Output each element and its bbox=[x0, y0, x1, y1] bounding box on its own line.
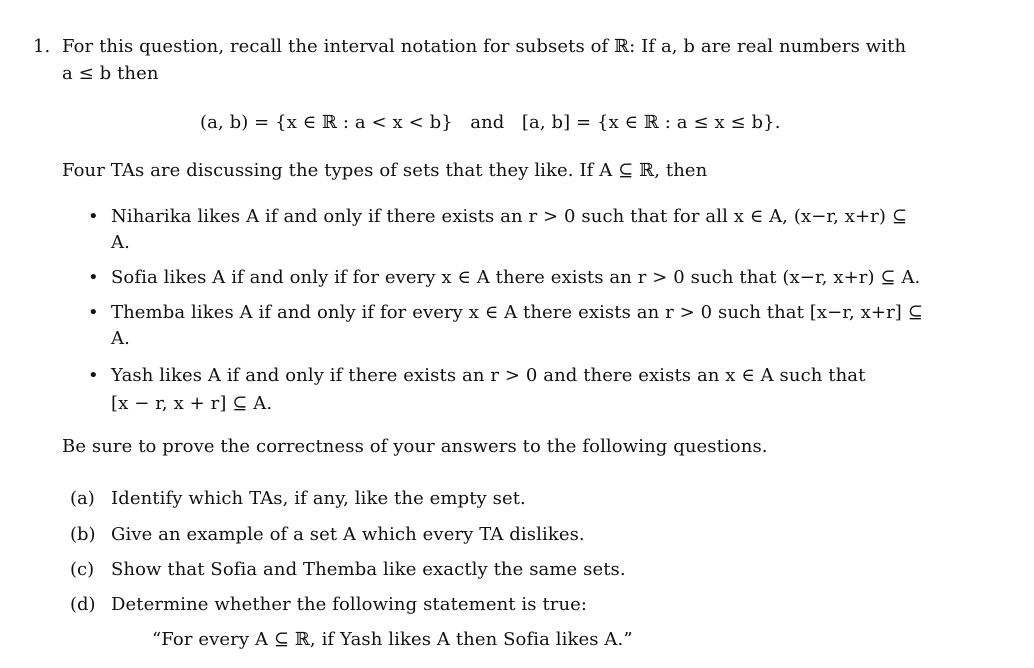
part-label: (a) bbox=[70, 488, 95, 509]
part-d-text: Determine whether the following statement is true: bbox=[111, 594, 588, 615]
part-b-text: Give an example of a set A which every TA dislikes. bbox=[111, 524, 585, 545]
bullet-niharika-line-2: A. bbox=[111, 232, 130, 253]
interval-definition: (a, b) = {x ∈ ℝ : a < x < b} and [a, b] = {x ∈ ℝ : a ≤ x ≤ b}. bbox=[200, 112, 781, 133]
part-label: (c) bbox=[70, 559, 95, 580]
bullet-themba-line-1: Themba likes A if and only if for every x ∈ A there exists an r > 0 such that [x−r, x+r] ⊆ bbox=[111, 302, 923, 323]
bullet-icon: • bbox=[88, 267, 99, 288]
bullet-themba-line-2: A. bbox=[111, 328, 130, 349]
bullet-icon: • bbox=[88, 206, 99, 227]
bullet-yash-line-1: Yash likes A if and only if there exists an r > 0 and there exists an x ∈ A such that bbox=[111, 365, 866, 386]
part-label: (b) bbox=[70, 524, 96, 545]
part-c-text: Show that Sofia and Themba like exactly the same sets. bbox=[111, 559, 626, 580]
part-a-text: Identify which TAs, if any, like the empty set. bbox=[111, 488, 526, 509]
bullet-yash-line-2: [x − r, x + r] ⊆ A. bbox=[111, 393, 273, 414]
tas-intro: Four TAs are discussing the types of sets that they like. If A ⊆ ℝ, then bbox=[62, 160, 708, 181]
intro-line-2: a ≤ b then bbox=[62, 63, 159, 84]
part-d-quote: “For every A ⊆ ℝ, if Yash likes A then Sofia likes A.” bbox=[152, 629, 633, 650]
bullet-niharika-line-1: Niharika likes A if and only if there exists an r > 0 such that for all x ∈ A, (x−r, x+r) ⊆ bbox=[111, 206, 908, 227]
question-number: 1. bbox=[33, 36, 51, 57]
bullet-icon: • bbox=[88, 365, 99, 386]
intro-line-1: For this question, recall the interval notation for subsets of ℝ: If a, b are real numbers with bbox=[62, 36, 907, 57]
proof-note: Be sure to prove the correctness of your answers to the following questions. bbox=[62, 436, 768, 457]
part-label: (d) bbox=[70, 594, 96, 615]
bullet-icon: • bbox=[88, 302, 99, 323]
bullet-sofia-line-1: Sofia likes A if and only if for every x ∈ A there exists an r > 0 such that (x−r, x+r) ⊆ A. bbox=[111, 267, 921, 288]
